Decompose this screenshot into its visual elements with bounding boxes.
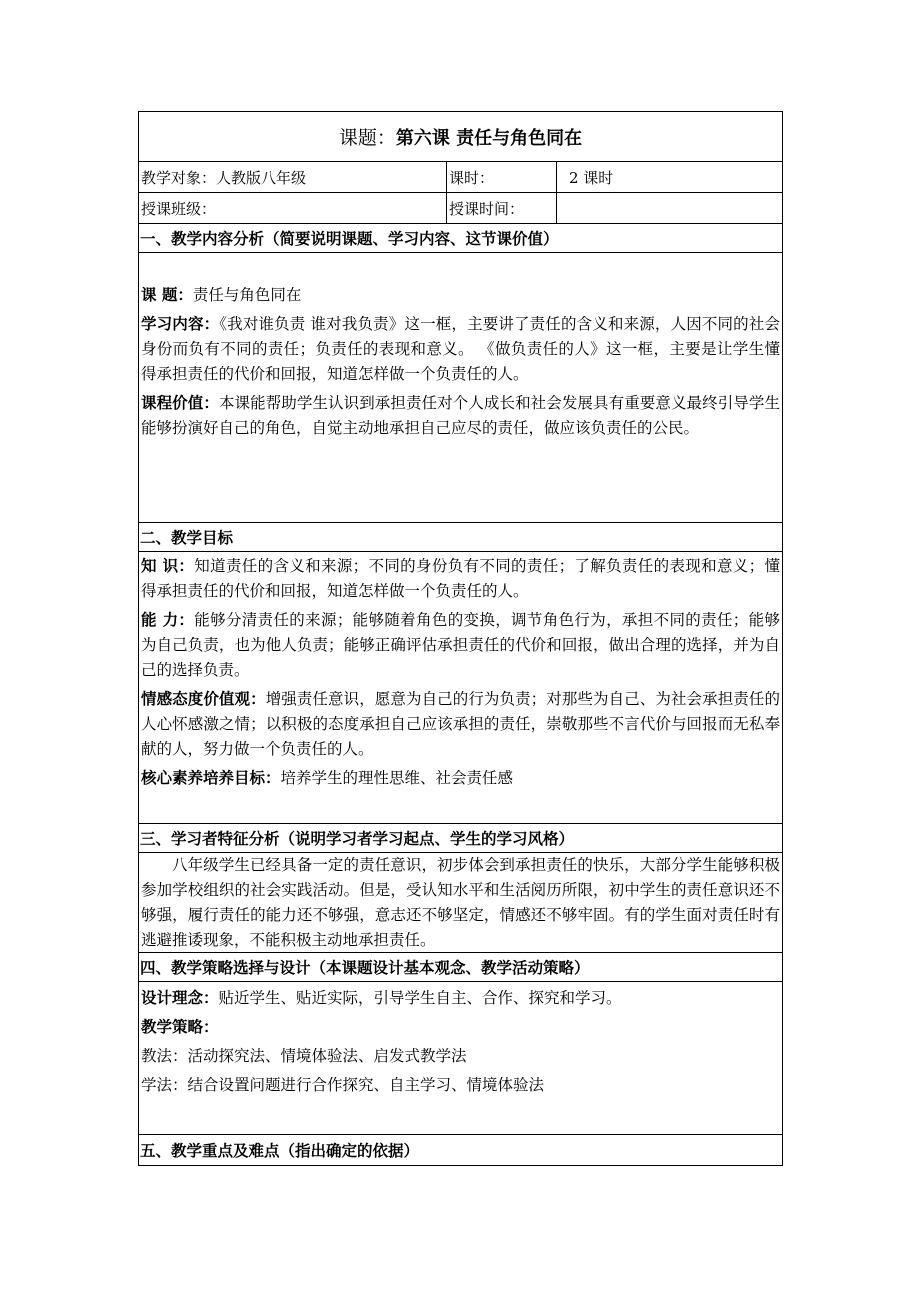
class-label-cell: 授课班级： (139, 193, 447, 223)
core-label: 核心素养培养目标： (141, 769, 281, 787)
info-row-2 (139, 193, 782, 224)
content-paragraph (141, 312, 780, 387)
emotion-text: 增强责任意识，愿意为自己的行为负责；对那些为自己、为社会承担责任的人心怀感激之情；以积极的态度承担自己应该承担的责任，崇敬那些不言代价与回报而无私奉献的人，努力做一个负责任的人。 (141, 690, 780, 758)
topic-text: 责任与角色同在 (192, 286, 302, 304)
idea-text: 贴近学生、贴近实际，引导学生自主、合作、探究和学习。 (218, 989, 622, 1007)
lesson-plan-table (138, 111, 783, 1166)
emotion-label: 情感态度价值观： (141, 690, 266, 708)
ability-label: 能 力： (141, 611, 195, 629)
hours-value-cell: 2 课时 (569, 168, 614, 187)
ability-text: 能够分清责任的来源；能够随着角色的变换，调节角色行为，承担不同的责任；能够为自己负责，也为他人负责；能够正确评估承担责任的代价和回报，做出合理的选择，并为自己的选择负责。 (141, 611, 780, 679)
section-3-heading: 三、学习者特征分析（说明学习者学习起点、学生的学习风格） (139, 824, 782, 853)
teaching-target-cell: 教学对象：人教版八年级 (139, 162, 447, 192)
value-label: 课程价值： (141, 394, 219, 412)
ability-paragraph (141, 608, 780, 683)
topic-paragraph (141, 283, 780, 308)
title-row (139, 112, 782, 162)
section-1-body (139, 253, 782, 523)
hours-label-cell: 课时： (447, 162, 557, 192)
title-text: 第六课 责任与角色同在 (395, 127, 583, 149)
idea-paragraph (141, 986, 780, 1011)
teach-method-text: 教法：活动探究法、情境体验法、启发式教学法 (141, 1047, 467, 1065)
topic-label: 课 题： (141, 286, 193, 304)
learn-method-text: 学法：结合设置问题进行合作探究、自主学习、情境体验法 (141, 1076, 545, 1094)
strategy-label: 教学策略： (141, 1018, 219, 1036)
section-5-heading: 五、教学重点及难点（指出确定的依据） (140, 1142, 420, 1160)
learner-analysis-text: 八年级学生已经具备一定的责任意识，初步体会到承担责任的快乐，大部分学生能够积极参加学校组织的社会实践活动。但是，受认知水平和生活阅历所限，初中学生的责任意识还不够强，履行责任的能力还不够强，意志还不够坚定，情感还不够牢固。有的学生面对责任时有逃避推诿现象，不能积极主动地承担责任。 (141, 856, 780, 949)
time-label-cell: 授课时间： (447, 193, 557, 223)
value-paragraph (141, 391, 780, 441)
knowledge-paragraph (141, 554, 780, 604)
time-value-cell (557, 193, 782, 223)
content-text: 《我对谁负责 谁对我负责》这一框，主要讲了责任的含义和来源，人因不同的社会身份而负有不同的责任；负责任的表现和意义。 《做负责任的人》这一框，主要是让学生懂得承担责任的代价和回报，知道怎样做一个负责任的人。 (141, 315, 780, 383)
value-text: 本课能帮助学生认识到承担责任对个人成长和社会发展具有重要意义最终引导学生能够扮演好自己的角色，自觉主动地承担自己应尽的责任，做应该负责任的公民。 (141, 394, 780, 437)
section-4-body (139, 982, 782, 1135)
idea-label: 设计理念： (141, 989, 219, 1007)
section-2-body (139, 552, 782, 824)
content-label: 学习内容： (141, 315, 220, 333)
strategy-paragraph (141, 1015, 780, 1040)
knowledge-text: 知道责任的含义和来源；不同的身份负有不同的责任；了解负责任的表现和意义；懂得承担责任的代价和回报，知道怎样做一个负责任的人。 (141, 557, 780, 600)
emotion-paragraph (141, 687, 780, 762)
info-row-1 (139, 162, 782, 193)
section-1-heading: 一、教学内容分析（简要说明课题、学习内容、这节课价值） (139, 224, 782, 253)
section-3-body (139, 853, 782, 953)
section-4-heading: 四、教学策略选择与设计（本课题设计基本观念、教学活动策略） (139, 953, 782, 982)
title-prefix: 课题： (338, 127, 396, 149)
core-paragraph (141, 766, 780, 791)
section-2-heading: 二、教学目标 (139, 523, 782, 552)
core-text: 培养学生的理性思维、社会责任感 (280, 769, 514, 787)
knowledge-label: 知 识： (141, 557, 195, 575)
